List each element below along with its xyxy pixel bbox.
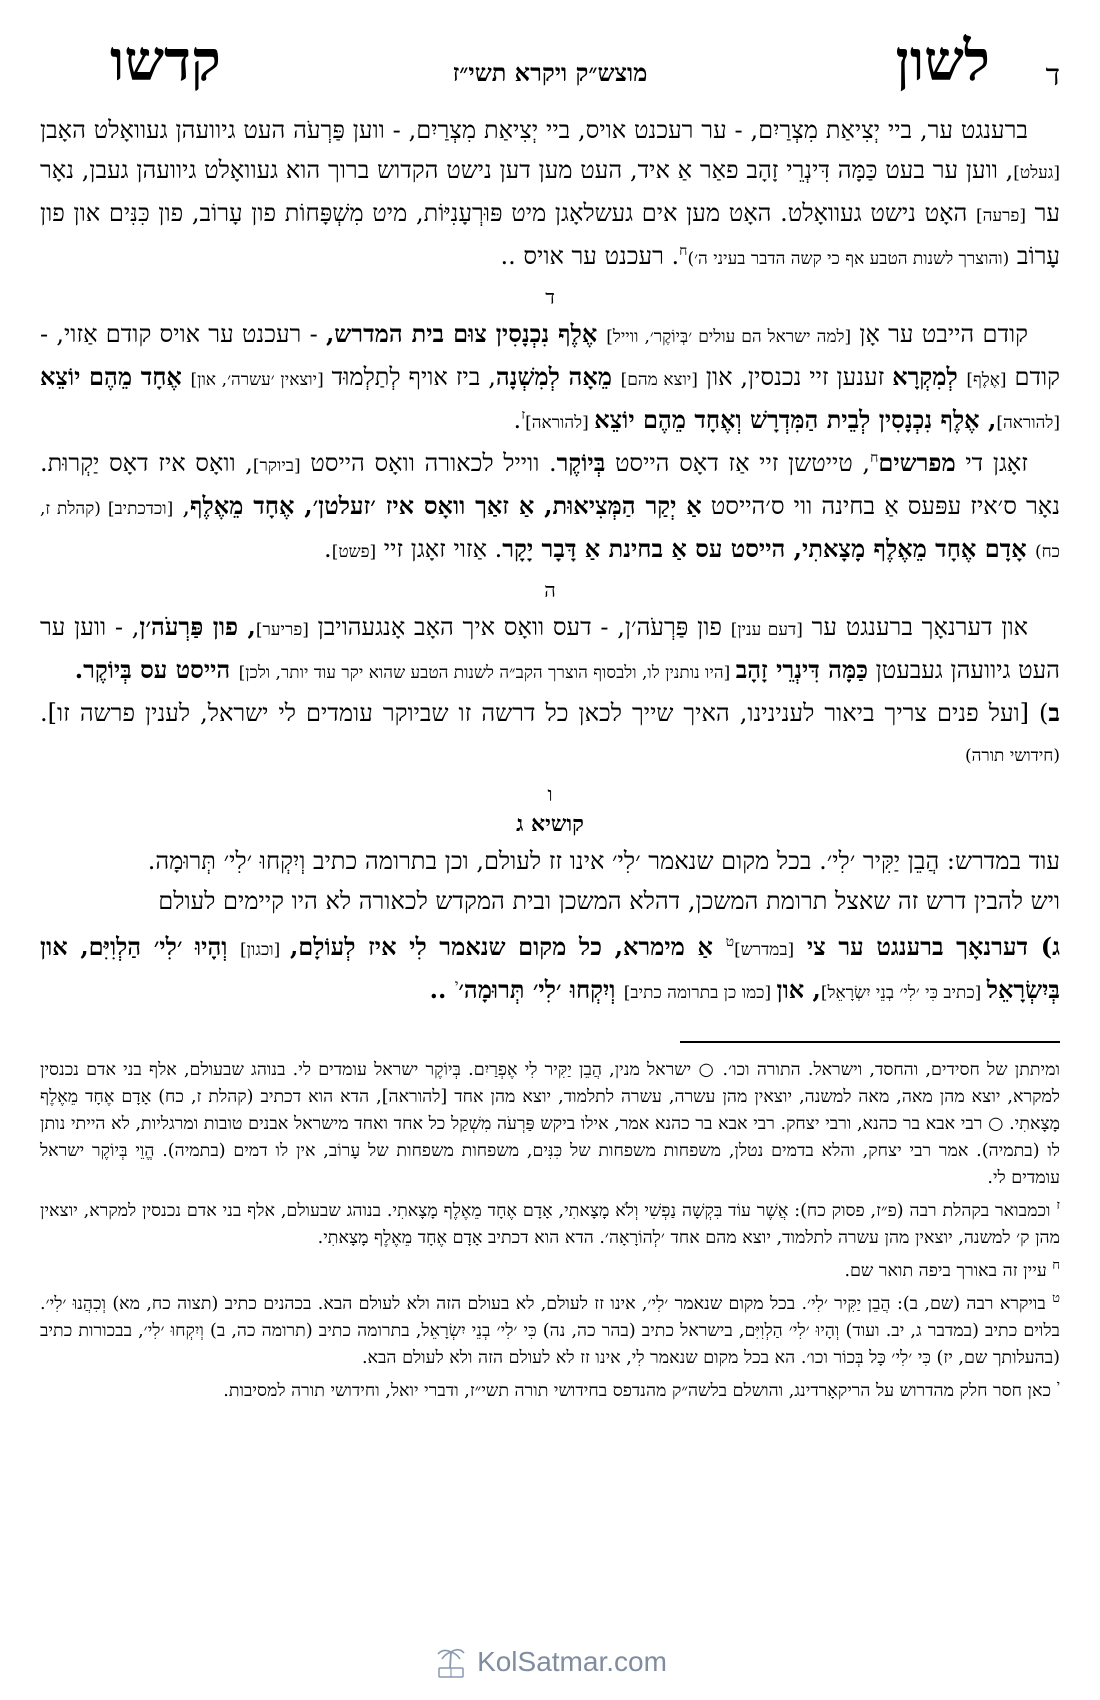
kushya-heading: קושיא ג xyxy=(516,811,584,837)
footnote-mark: ח xyxy=(679,243,688,259)
footnote-mark: ט xyxy=(725,934,735,950)
kushya-line: עוד במדרש: הֲבֵן יַקִּיר ׳לִי׳. בכל מקום שנאמר ׳לִי׳ אינו זז לעולם, וכן בתרומה כתיב וְיִקְחוּ ׳לִי׳ תְּרוּמָה. xyxy=(147,847,1060,875)
section-separator: ו xyxy=(547,782,553,806)
p3-text: , xyxy=(173,492,191,520)
footnote-mark: ח xyxy=(1052,1258,1060,1274)
p5-ref: [כתיב כִּי ׳לִי׳ בְנֵי יִשְׂרָאֵל] xyxy=(820,983,987,1003)
footnote-1: ומיתתן של חסידים, והחסד, וישראל. התורה וכו׳. ○ ישראל מנין, הֲבֵן יַקִּיר לִי אֶפְרַיִם. בְּיוֹקֶר ישראל עומדים לי. בנוהג שבעולם, אלף בני אדם נכנסין למקרא, יוצא מהן מאה, מאה למשנה, יוצאין מהן עשרה, עשרה לתלמוד, יוצא מהן אחד [להוראה], הדא הוא דכתיב (קהלת ז, כח) אָדָם אֶחָד מֵאֶלֶף מָצָאתִי. ○ רבי אבא בר כהנא, ורבי יצחק. רבי אבא בר כהנא אמר, אילו ביקש פַּרְעֹה מִשְׁקַל כל אחד ואחד מישראל אבנים טובות ומרגליות, לא הייתי נותן לו (בתמיה). אמר רבי יצחק, והלא בדמים נטלן, משפחות משפחות של כִּנִּים, משפחות משפחות של עָרוֹב, אין לו דמים (בתמיה). הֱוֵי בְּיוֹקֶר ישראל עומדים לי. xyxy=(40,1060,1060,1188)
page-number: ד xyxy=(1045,58,1060,93)
p1-ref: (והוצרך לשנות הטבע אף כי קשה הדבר בעיני ה׳) xyxy=(687,249,1010,269)
p2-ref: [יוצא מהם] xyxy=(620,370,698,390)
paragraph-3 xyxy=(40,443,1060,572)
p2-bold: מֵאָה לְמִשְׁנָה xyxy=(495,362,621,391)
paragraph-1 xyxy=(40,110,1060,279)
main-text xyxy=(40,110,1060,1013)
p3-ref: [ביוקר] xyxy=(252,456,301,476)
page-subtitle: מוצש״ק ויקרא תשי״ז xyxy=(452,58,648,87)
footnote-mark: י xyxy=(454,977,459,993)
title-lashon: לשון xyxy=(895,31,990,93)
p5-bold: .. xyxy=(429,975,455,1004)
p1-text: ברענגט ער, ביי יְצִיאַת מִצְרַיִם, - ער רעכנט אויס, ביי יְצִיאַת מִצְרַיִם, - ווען פַּרְעֹה העט גיוועהן געוואָלט האָבן xyxy=(40,116,1028,144)
p3-bold: בְּיוֹקֶר xyxy=(556,448,606,477)
footnote-text: וכמבואר בקהלת רבה (פ״ז, פסוק כח): אֲשֶׁר עוֹד בִּקְשָׁה נַפְשִׁי וְלֹא מָצָאתִי, אָדָם אֶחָד מֵאֶלֶף מָצָאתִי. בנוהג שבעולם, אלף בני אדם נכנסין למקרא, יוצאין מהן ק׳ למשנה, יוצאין מהן עשרה לתלמוד, יוצא מהם אחד ׳לְהוֹרָאָה׳. הדא הוא דכתיב אָדָם אֶחָד מֵאֶלֶף מָצָאתִי. xyxy=(40,1201,1060,1248)
note-b-ref: (חידושי תורה) xyxy=(964,746,1060,766)
p3-text: , טייטשן זיי אַז דאָס הייסט xyxy=(605,449,871,477)
footnote-mark: ז xyxy=(521,407,526,423)
p4-text: פון פַּרְעֹה׳ן, - דעס וואָס איך האָב אָנגעהויבן xyxy=(308,613,731,641)
p3-bold: אַ יְקַר הַמְּצִיאוּת, אַ זאַך וואָס איז ׳זעלטן׳, אֶחָד מֵאֶלֶף xyxy=(190,491,702,520)
footnote-text: עיין זה באורך ביפה תואר שם. xyxy=(844,1261,1053,1281)
paragraph-5 xyxy=(40,927,1060,1013)
p5-bold: וְיִקְחוּ ׳לִי׳ תְּרוּמָה׳ xyxy=(458,975,624,1004)
p2-ref: [אֶלֶף] xyxy=(966,370,1007,390)
p2-bold: אֶחָד מֵהֶם יוֹצֵא xyxy=(40,362,191,391)
footnote-5 xyxy=(40,1378,1060,1405)
note-b xyxy=(40,693,1060,776)
p4-text: און דערנאָך ברענגט ער xyxy=(802,613,1028,641)
p2-ref: [יוצאין ׳עשרה׳, און] xyxy=(190,370,324,390)
p2-bold: אֶלֶף נִכְנָסִין צוּם בית המדרש, xyxy=(325,319,607,348)
p5-ref: [במדרש] xyxy=(734,940,795,960)
p2-text: קודם הייבט ער אָן xyxy=(851,320,1028,348)
p5-bold: וְהָיוּ ׳לִי׳ הַלְוִיִּם, און בְּיִשְׂרָאֵל xyxy=(40,932,1060,1004)
p5-bold: , און xyxy=(776,975,821,1004)
p1-ref: [געלט] xyxy=(1013,163,1060,183)
p1-text: האָט נישט געוואָלט. האָט מען אים געשלאָגן מיט פּוּרְעָנִיּוֹת, מיט מִשְׁפָּחוֹת פון עָרוֹב, פון כִּנִּים און פון עָרוֹב xyxy=(40,199,1060,270)
p4-bold: הייסט עס בְּיוֹקֶר. xyxy=(74,655,239,684)
p2-bold: , אֶלֶף נִכְנָסִין לְבֵית הַמִּדְרָשׁ וְאֶחָד מֵהֶם יוֹצֵא xyxy=(594,405,997,434)
title-kodsho: קדשו xyxy=(110,31,221,93)
p3-text: . אַזוי זאָגן זיי xyxy=(376,535,503,563)
p2-bold: לְמִקְרָא xyxy=(892,362,967,391)
p2-ref: [להוראה] xyxy=(996,413,1060,433)
p5-ref: [כמו כן בתרומה כתיב] xyxy=(623,983,777,1003)
palm-tree-book-icon xyxy=(433,1644,469,1680)
p2-text: זענען זיי נכנסין, און xyxy=(697,363,893,391)
footnote-divider xyxy=(680,1041,1060,1043)
page-header xyxy=(40,30,1060,110)
p2-ref: [להוראה] xyxy=(525,413,595,433)
footnote-mark: ט xyxy=(1052,1291,1060,1307)
p5-bold: אַ מימרא, כל מקום שנאמר לִי איז לְעוֹלָם, xyxy=(289,932,726,961)
footnote-2 xyxy=(40,1198,1060,1252)
p3-ref: [פשט] xyxy=(331,542,377,562)
p1-text: , ווען ער בעט כַּמָּה דִּינְרֵי זָהָב פאַר אַ איד, העט מען דען נישט הקדוש ברוך הוא געוואָלט גיוועהן געבן, נאָר ער xyxy=(40,156,1061,227)
p2-text: , ביז אויף לְתַלְמוּד xyxy=(323,363,496,391)
footnote-3 xyxy=(40,1258,1060,1285)
p3-bold: מפרשים xyxy=(878,448,956,477)
p1-text: . רעכנט ער אויס .. xyxy=(500,242,680,270)
p2-text: - רעכנט ער אויס קודם אַזוי, - קודם xyxy=(40,320,1060,391)
footnote-text: כאן חסר חלק מהדרוש על הריקאָרדינג, והושלם בלשה״ק מהנדפס בחידושי תורה תשי״ז, ודברי יואל, וחידושי תורה למסיבות. xyxy=(223,1381,1057,1401)
kolsatmar-watermark xyxy=(0,1640,1100,1684)
p3-ref: (קהלת ז, כח) xyxy=(40,499,1060,562)
p5-ref: [וכגון] xyxy=(240,940,290,960)
paragraph-4 xyxy=(40,607,1060,693)
p3-text: . ווייל לכאורה וואָס הייסט xyxy=(300,449,557,477)
footnote-mark: י xyxy=(1056,1378,1060,1394)
p4-text: , - ווען ער העט גיוועהן געבעטן xyxy=(40,613,1060,684)
footnote-mark: ז xyxy=(1056,1198,1060,1214)
p1-ref: [פרעה] xyxy=(976,206,1026,226)
p4-ref: [היו נותנין לו, ולבסוף הוצרך הקב״ה לשנות הטבע שהוא יקר עוד יותר, ולכן] xyxy=(238,663,736,683)
p2-ref: [למה ישראל הם עולים ׳בְּיוֹקֶר׳, ווייל] xyxy=(606,327,852,347)
p3-text: . xyxy=(324,535,332,563)
p4-bold: , פון פַּרְעֹה׳ן xyxy=(139,612,256,641)
p4-bold: כַּמָּה דִּינְרֵי זָהָב xyxy=(735,655,868,684)
page xyxy=(40,30,1060,1680)
p3-text: זאָגן די xyxy=(955,449,1028,477)
watermark-text: KolSatmar.com xyxy=(477,1646,667,1677)
kushya-line: ויש להבין דרש זה שאצל תרומת המשכן, דהלא המשכן ובית המקדש לכאורה לא היו קיימים לעולם xyxy=(158,887,1060,915)
note-b-text: ) [ועל פנים צריך ביאור לענינינו, האיך שייך לכאן כל דרשה זו שביוקר עומדים לי ישראל, לענין פרשה זו]. xyxy=(40,699,1049,727)
note-b-label: ב xyxy=(1048,698,1060,727)
p2-text: . xyxy=(513,406,522,434)
section-separator: ה xyxy=(544,578,556,602)
p3-bold: אָדָם אֶחָד מֵאֶלֶף מָצָאתִי, הייסט עס אַ בחינת אַ דָּבָר יָקָר xyxy=(502,534,1035,563)
p3-ref: [וכדכתיב] xyxy=(107,499,174,519)
footnote-mark: ח xyxy=(870,450,879,466)
footnotes xyxy=(40,1057,1060,1405)
p4-ref: [פריער] xyxy=(255,620,309,640)
footnote-4 xyxy=(40,1291,1060,1372)
footnote-text: בויקרא רבה (שם, ב): הֲבֵן יַקִּיר ׳לִי׳. בכל מקום שנאמר ׳לִי׳, אינו זז לעולם, לא בעולם הזה ולא לעולם הבא. בכהנים כתיב (תצוה כח, מא) וְכִהֲנוּ ׳לִי׳. בלוים כתיב (במדבר ג, יב. ועוד) וְהָיוּ ׳לִי׳ הַלְוִיִּם, בישראל כתיב (בהר כה, נה) כִּי ׳לִי׳ בְנֵי יִשְׂרָאֵל, בתרומה כתיב (תרומה כה, ב) וְיִקְחוּ ׳לִי׳, בבכורות כתיב (בהעלותך שם, יז) כִּי ׳לִי׳ כָּל בְּכוֹר וכו׳. הא בכל מקום שנאמר לִי, אינו זז לא לעולם הזה ולא לעולם הבא. xyxy=(40,1294,1060,1368)
p4-ref: [דעם ענין] xyxy=(730,620,803,640)
section-separator: ד xyxy=(545,285,555,309)
paragraph-2 xyxy=(40,314,1060,443)
p3-text: , וואָס איז דאָס יַקְרוּת. נאָר ס׳איז עפּעס אַ בחינה ווי ס׳הייסט xyxy=(40,449,1061,520)
p5-bold: ג) דערנאָך ברענגט ער צי xyxy=(794,932,1061,961)
